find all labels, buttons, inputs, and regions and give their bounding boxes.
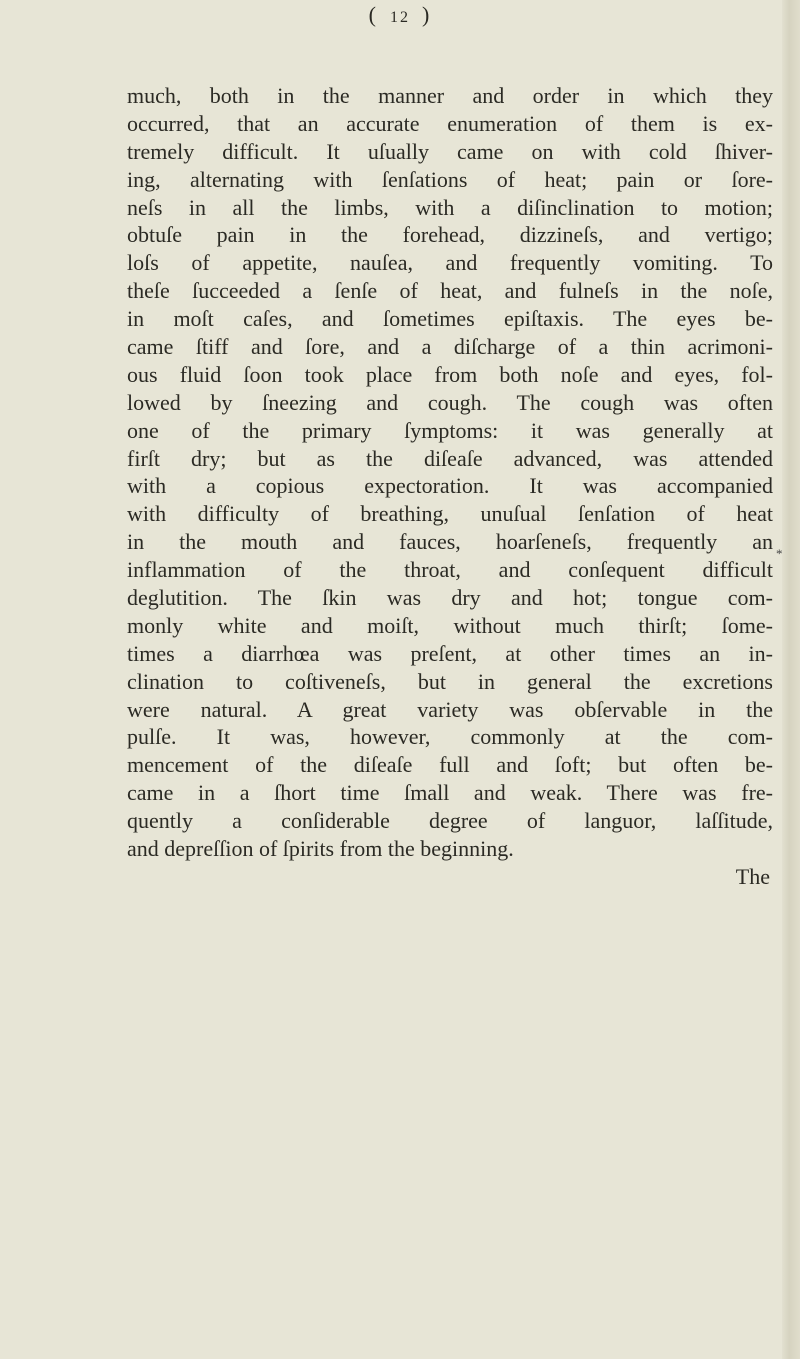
- text-line: ing, alternating with ſenſations of heat; pain or ſore-: [127, 166, 773, 192]
- text-line: mencement of the diſeaſe full and ſoft; but often be-: [127, 752, 773, 778]
- text-line: deglutition. The ſkin was dry and hot; tongue com-: [127, 585, 773, 611]
- body-text: [127, 82, 773, 863]
- text-line: with a copious expectoration. It was accompanied: [127, 473, 773, 499]
- text-line: in the mouth and fauces, hoarſeneſs, frequently an: [127, 529, 773, 555]
- text-line: came in a ſhort time ſmall and weak. There was fre-: [127, 780, 773, 806]
- text-line: and depreſſion of ſpirits from the beginning.: [127, 836, 514, 862]
- text-line: with difficulty of breathing, unuſual ſenſation of heat: [127, 501, 773, 527]
- text-line: firſt dry; but as the diſeaſe advanced, was attended: [127, 445, 773, 471]
- text-line: one of the primary ſymptoms: it was generally at: [127, 417, 773, 443]
- text-line: tremely difficult. It uſually came on with cold ſhiver-: [127, 138, 773, 164]
- text-line: occurred, that an accurate enumeration of them is ex-: [127, 110, 773, 136]
- text-line: in moſt caſes, and ſometimes epiſtaxis. The eyes be-: [127, 306, 773, 332]
- text-line: obtuſe pain in the forehead, dizzineſs, and vertigo;: [127, 222, 773, 248]
- text-line: came ſtiff and ſore, and a diſcharge of a thin acrimoni-: [127, 334, 773, 360]
- text-line: monly white and moiſt, without much thirſt; ſome-: [127, 612, 773, 638]
- margin-mark: *: [776, 546, 783, 561]
- text-line: quently a conſiderable degree of languor, laſſitude,: [127, 808, 773, 834]
- page-number: 12: [390, 9, 410, 26]
- text-line: much, both in the manner and order in which they: [127, 83, 773, 108]
- text-line: lowed by ſneezing and cough. The cough was often: [127, 389, 773, 415]
- text-line: theſe ſucceeded a ſenſe of heat, and fulneſs in the noſe,: [127, 278, 773, 304]
- page-edge: [782, 0, 800, 1359]
- text-line: loſs of appetite, nauſea, and frequently vomiting. To: [127, 250, 773, 276]
- page-number-header: ( 12 ): [368, 2, 432, 27]
- text-line: were natural. A great variety was obſervable in the: [127, 696, 773, 722]
- text-line: clination to coſtiveneſs, but in general the excretions: [127, 668, 773, 694]
- text-line: neſs in all the limbs, with a diſinclination to motion;: [127, 194, 773, 220]
- text-line: inflammation of the throat, and conſequent difficult: [127, 557, 773, 583]
- text-line: pulſe. It was, however, commonly at the com-: [127, 724, 773, 750]
- text-line: times a diarrhœa was preſent, at other times an in-: [127, 640, 773, 666]
- catchword: The: [735, 864, 770, 889]
- text-line: ous fluid ſoon took place from both noſe and eyes, fol-: [127, 361, 773, 387]
